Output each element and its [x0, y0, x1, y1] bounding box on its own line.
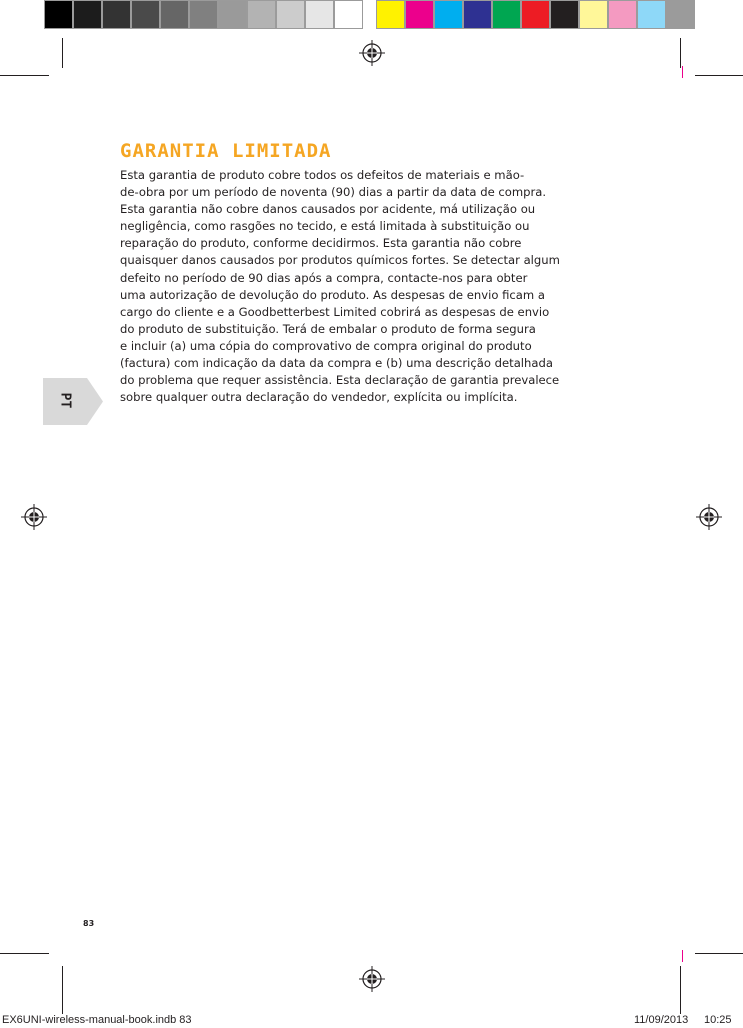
language-tab — [43, 378, 103, 425]
color-swatch — [579, 0, 608, 29]
color-swatch — [637, 0, 666, 29]
color-swatch — [550, 0, 579, 29]
crop-mark — [695, 75, 743, 76]
body-line: de-obra por um período de noventa (90) dias a partir da data de compra. — [120, 185, 547, 200]
color-swatch — [276, 0, 305, 29]
crop-mark — [695, 953, 743, 954]
language-tab-label: PT — [57, 392, 73, 409]
registration-mark-icon — [359, 966, 385, 992]
crop-mark — [62, 966, 63, 1014]
color-swatch — [73, 0, 102, 29]
body-line: uma autorização de devolução do produto. As despesas de envio ficam a — [120, 287, 545, 302]
grayscale-calibration-bar — [44, 0, 363, 31]
print-slug-file: EX6UNI-wireless-manual-book.indb 83 — [2, 1014, 192, 1026]
process-color-calibration-bar — [376, 0, 695, 31]
color-swatch — [608, 0, 637, 29]
color-swatch — [405, 0, 434, 29]
color-swatch — [492, 0, 521, 29]
color-swatch — [189, 0, 218, 29]
page-title: GARANTIA LIMITADA — [120, 140, 332, 162]
color-swatch — [247, 0, 276, 29]
page-number: 83 — [83, 919, 95, 928]
crop-mark-color — [682, 950, 683, 962]
color-swatch — [218, 0, 247, 29]
registration-mark-icon — [359, 40, 385, 66]
body-line: do problema que requer assistência. Esta declaração de garantia prevalece — [120, 373, 560, 388]
crop-mark — [680, 38, 681, 68]
color-swatch — [521, 0, 550, 29]
body-line: e incluir (a) uma cópia do comprovativo de compra original do produto — [120, 338, 532, 353]
body-line: Esta garantia não cobre danos causados por acidente, má utilização ou — [120, 202, 536, 217]
body-line: negligência, como rasgões no tecido, e está limitada à substituição ou — [120, 219, 530, 234]
print-slug-time: 10:25 — [704, 1014, 732, 1026]
body-line: do produto de substituição. Terá de embalar o produto de forma segura — [120, 321, 536, 336]
color-swatch — [160, 0, 189, 29]
registration-mark-icon — [21, 504, 47, 530]
color-swatch — [666, 0, 695, 29]
color-swatch — [334, 0, 363, 29]
body-line: sobre qualquer outra declaração do vendedor, explícita ou implícita. — [120, 390, 518, 405]
crop-mark — [0, 953, 49, 954]
print-slug-date: 11/09/2013 — [634, 1014, 689, 1026]
registration-mark-icon — [696, 504, 722, 530]
color-swatch — [131, 0, 160, 29]
body-line: (factura) com indicação da data da compra e (b) uma descrição detalhada — [120, 356, 553, 371]
warranty-body-text — [120, 167, 590, 406]
crop-mark — [0, 75, 49, 76]
body-line: defeito no período de 90 dias após a compra, contacte-nos para obter — [120, 270, 528, 285]
color-swatch — [434, 0, 463, 29]
body-line: quaisquer danos causados por produtos químicos fortes. Se detectar algum — [120, 253, 560, 268]
body-line: Esta garantia de produto cobre todos os defeitos de materiais e mão- — [120, 168, 525, 182]
body-line: cargo do cliente e a Goodbetterbest Limited cobrirá as despesas de envio — [120, 304, 550, 319]
color-swatch — [376, 0, 405, 29]
crop-mark-color — [682, 66, 683, 78]
body-line: reparação do produto, conforme decidirmos. Esta garantia não cobre — [120, 236, 522, 251]
crop-mark — [62, 38, 63, 68]
color-swatch — [305, 0, 334, 29]
color-swatch — [102, 0, 131, 29]
color-swatch — [44, 0, 73, 29]
crop-mark — [680, 966, 681, 1014]
color-swatch — [463, 0, 492, 29]
